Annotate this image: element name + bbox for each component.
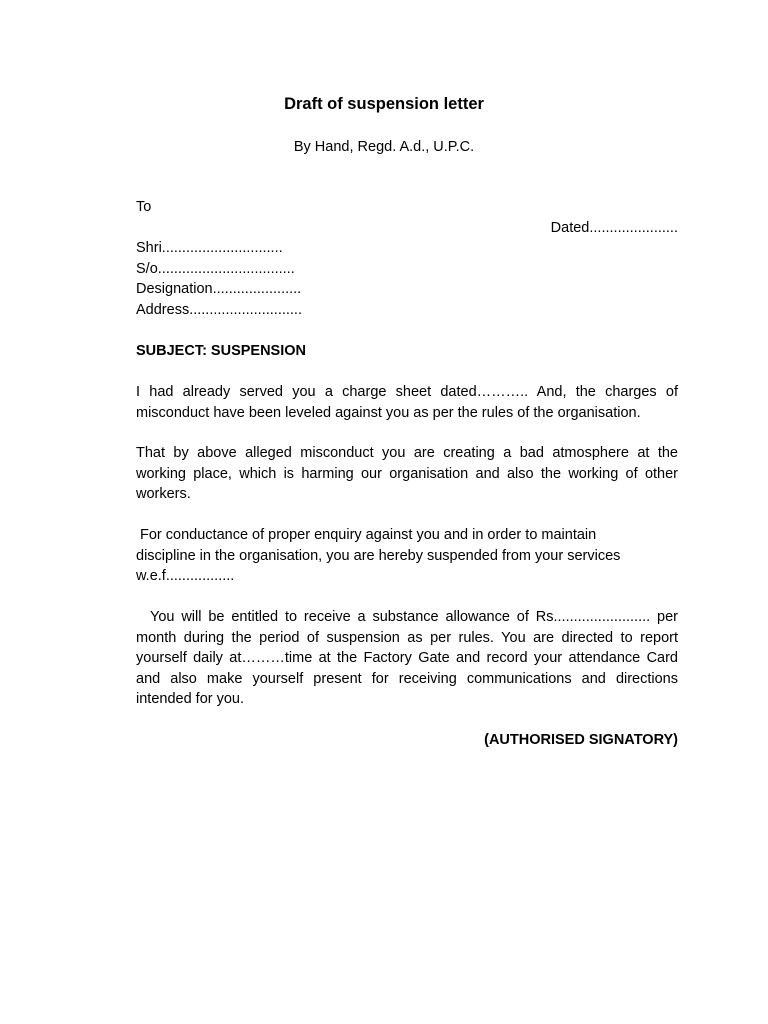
dated-field: Dated...................... [550,219,678,236]
suspension-line-3: w.e.f................. [136,568,235,584]
authorised-signatory: (AUTHORISED SIGNATORY) [484,732,678,748]
address-block [136,197,678,320]
paragraph-charge-sheet: I had already served you a charge sheet dated……….. And, the charges of misconduct have been leveled against you as per the rules of the organisation. [136,384,678,421]
suspension-line-1: For conductance of proper enquiry against you and in order to maintain [140,527,597,543]
letter-title: Draft of suspension letter [284,95,484,113]
paragraph-misconduct: That by above alleged misconduct you are creating a bad atmosphere at the working place, which is harming our organisation and also the working of other workers. [136,445,678,502]
subject-line: SUBJECT: SUSPENSION [136,343,307,359]
delivery-mode: By Hand, Regd. A.d., U.P.C. [293,139,475,155]
paragraph-allowance: You will be entitled to receive a substance allowance of Rs........................ per month during the period of suspension as per rules. You are directed to report yourself daily at………time at the Factory Gate and record your attendance Card and also make yourself present for receiving communications and directions intended for you. [136,609,678,707]
so-field: S/o.................................. [136,260,295,277]
designation-field: Designation...................... [136,281,302,297]
shri-field: Shri.............................. [136,240,283,256]
address-field: Address............................ [136,301,302,318]
to-label: To [136,199,152,215]
paragraph-suspension [136,525,678,587]
suspension-line-2: discipline in the organisation, you are hereby suspended from your services [136,547,621,564]
